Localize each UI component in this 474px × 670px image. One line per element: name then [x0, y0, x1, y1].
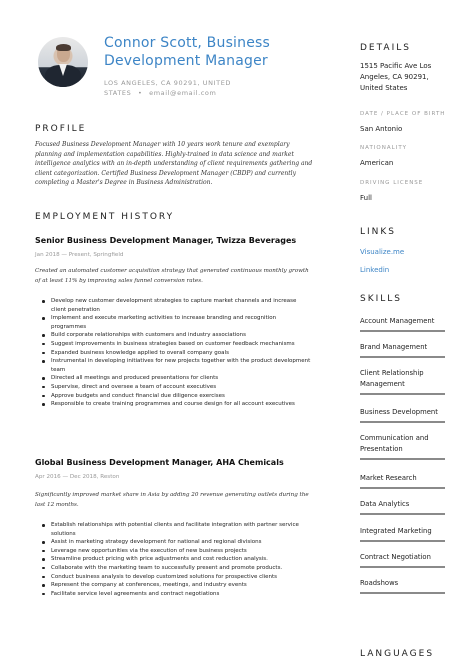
skills-heading: SKILLS	[360, 294, 403, 304]
job-title-1: Senior Business Development Manager, Twizza Beverages	[35, 236, 297, 245]
list-item: Suggest improvements in business strategies based on customer feedback mechanisms	[42, 340, 312, 349]
skill-level-bar	[360, 513, 445, 515]
job-summary-2: Significantly improved market share in Asia by adding 20 revenue generating outlets during the last 12 months.	[35, 492, 309, 508]
list-item: Collaborate with the marketing team to successfully present and promote products.	[42, 564, 312, 573]
skill-level-bar	[360, 487, 445, 489]
candidate-name	[104, 34, 324, 70]
skill-level-fill	[360, 592, 445, 594]
list-item: Establish relationships with potential clients and facilitate integration with partner service solutions	[42, 521, 312, 538]
job-meta-2: Apr 2016 — Dec 2018, Reston	[35, 474, 120, 480]
skill-label: Roadshows	[360, 579, 399, 587]
list-item: Conduct business analysis to develop customized solutions for prospective clients	[42, 573, 312, 582]
skill-level-fill	[360, 356, 445, 358]
nationality-label: NATIONALITY	[360, 145, 408, 151]
dob-value: San Antonio	[360, 125, 403, 133]
job-meta-1: Jan 2018 — Present, Springfield	[35, 252, 124, 258]
skill-level-bar	[360, 330, 445, 332]
dob-label: DATE / PLACE OF BIRTH	[360, 111, 446, 117]
list-item: Directed all meetings and produced presentations for clients	[42, 374, 312, 383]
list-item: Responsible to create training programmes and course design for all account executives	[42, 400, 312, 409]
link-visualize-me[interactable]: Visualize.me	[360, 248, 405, 256]
links-heading: LINKS	[360, 227, 397, 237]
nationality-value: American	[360, 159, 394, 167]
separator-dot: •	[138, 89, 143, 97]
list-item: Represent the company at conferences, meetings, and industry events	[42, 581, 312, 590]
skill-level-bar	[360, 356, 445, 358]
job-title-2: Global Business Development Manager, AHA Chemicals	[35, 458, 284, 467]
skill-level-bar	[360, 458, 445, 460]
skill-label: Data Analytics	[360, 500, 410, 508]
address-line-1: LOS ANGELES, CA 90291, UNITED	[104, 79, 232, 87]
list-item: Assist in marketing strategy development for national and regional divisions	[42, 538, 312, 547]
skill-label: Integrated Marketing	[360, 527, 432, 535]
skill-label: Communication and Presentation	[360, 434, 429, 453]
skill-level-fill	[360, 330, 445, 332]
job-bullets-1	[42, 297, 312, 409]
skill-level-fill	[360, 393, 445, 395]
details-heading: DETAILS	[360, 43, 411, 53]
list-item: Approve budgets and conduct financial due diligence exercises	[42, 392, 312, 401]
list-item: Implement and execute marketing activities to increase branding and recognition programmes	[42, 314, 312, 331]
list-item: Expanded business knowledge applied to overall company goals	[42, 349, 312, 358]
license-label: DRIVING LICENSE	[360, 180, 424, 186]
job-bullets-2	[42, 521, 312, 598]
list-item: Supervise, direct and oversee a team of account executives	[42, 383, 312, 392]
list-item: Build corporate relationships with customers and industry associations	[42, 331, 312, 340]
link-linkedin[interactable]: Linkedin	[360, 266, 390, 274]
skill-label: Account Management	[360, 317, 435, 325]
skill-level-fill	[360, 421, 445, 423]
email-link[interactable]: email@email.com	[149, 89, 217, 97]
languages-heading: LANGUAGES	[360, 649, 435, 659]
skill-level-fill	[360, 458, 445, 460]
contact-info	[104, 78, 324, 98]
skill-level-fill	[360, 487, 445, 489]
skill-level-fill	[360, 513, 445, 515]
list-item: Leverage new opportunities via the execution of new business projects	[42, 547, 312, 556]
job-summary-1: Created an automated customer acquisition strategy that generated continuous monthly growth of at least 11% by improving sales funnel conversion rates.	[35, 268, 309, 284]
skill-label: Client Relationship Management	[360, 369, 424, 388]
name-line-1: Connor Scott, Business	[104, 35, 271, 51]
skill-level-bar	[360, 421, 445, 423]
skill-level-bar	[360, 592, 445, 594]
address-line-2: STATES	[104, 89, 132, 97]
details-address: 1515 Pacific Ave Los Angeles, CA 90291, United States	[360, 62, 432, 92]
skill-level-fill	[360, 540, 445, 542]
skill-label: Market Research	[360, 474, 417, 482]
name-line-2: Development Manager	[104, 53, 268, 69]
employment-heading: EMPLOYMENT HISTORY	[35, 212, 175, 222]
skill-level-fill	[360, 566, 445, 568]
list-item: Facilitate service level agreements and contract negotiations	[42, 590, 312, 599]
profile-heading: PROFILE	[35, 124, 87, 134]
skill-level-bar	[360, 540, 445, 542]
license-value: Full	[360, 194, 372, 202]
list-item: Develop new customer development strategies to capture market channels and increase client penetration	[42, 297, 312, 314]
profile-photo	[38, 37, 88, 87]
skill-level-bar	[360, 393, 445, 395]
list-item: Instrumental in developing initiatives for new projects together with the product development team	[42, 357, 312, 374]
list-item: Streamline product pricing with price adjustments and cost reduction analysis.	[42, 555, 312, 564]
skill-label: Business Development	[360, 408, 438, 416]
skill-label: Brand Management	[360, 343, 428, 351]
skill-label: Contract Negotiation	[360, 553, 431, 561]
skill-level-bar	[360, 566, 445, 568]
profile-summary: Focused Business Development Manager with 10 years work tenure and exemplary planning and implementation capabilities. Highly-trained in data science and market intelligence analytics with an in-depth understanding of client requirements gathering and client categorization. Certified Business Development Manager (CBDP) and currently completing a Master's Degree in Business Administration.	[35, 141, 313, 187]
